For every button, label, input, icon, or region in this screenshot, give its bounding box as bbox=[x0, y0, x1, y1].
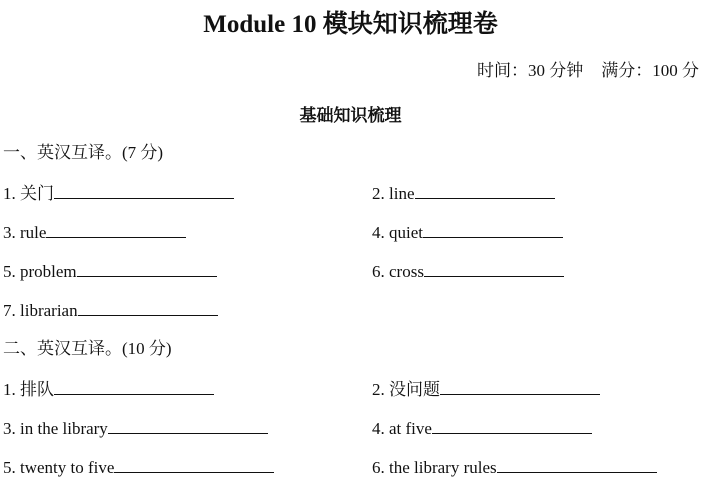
answer-blank[interactable] bbox=[77, 260, 217, 277]
question-item bbox=[3, 456, 274, 478]
question-label: 3. rule bbox=[3, 223, 47, 242]
question-label: 1. 关门 bbox=[3, 184, 54, 203]
answer-blank[interactable] bbox=[497, 456, 657, 473]
question-item bbox=[372, 417, 592, 439]
answer-blank[interactable] bbox=[54, 182, 234, 199]
question-label: 6. cross bbox=[372, 262, 424, 281]
question-item bbox=[372, 456, 657, 478]
section-subtitle: 基础知识梳理 bbox=[299, 106, 402, 125]
question-item bbox=[372, 260, 564, 282]
answer-blank[interactable] bbox=[108, 417, 268, 434]
question-label: 7. librarian bbox=[3, 301, 78, 320]
question-label: 1. 排队 bbox=[3, 380, 54, 399]
question-label: 5. twenty to five bbox=[3, 458, 115, 477]
question-label: 2. 没问题 bbox=[372, 380, 440, 399]
question-item bbox=[372, 182, 555, 204]
question-label: 4. quiet bbox=[372, 223, 423, 242]
answer-blank[interactable] bbox=[432, 417, 592, 434]
time-limit: 时间：30 分钟 bbox=[477, 61, 584, 80]
document-title: Module 10 模块知识梳理卷 bbox=[203, 11, 498, 38]
question-label: 6. the library rules bbox=[372, 458, 497, 477]
answer-blank[interactable] bbox=[114, 456, 274, 473]
question-item bbox=[372, 378, 600, 400]
answer-blank[interactable] bbox=[440, 378, 600, 395]
question-label: 2. line bbox=[372, 184, 415, 203]
section-heading: 二、英汉互译。(10 分) bbox=[3, 339, 172, 358]
question-item bbox=[3, 260, 217, 282]
question-label: 5. problem bbox=[3, 262, 77, 281]
answer-blank[interactable] bbox=[415, 182, 555, 199]
section-heading: 一、英汉互译。(7 分) bbox=[3, 143, 164, 162]
question-item bbox=[3, 182, 234, 204]
answer-blank[interactable] bbox=[46, 221, 186, 238]
question-item bbox=[3, 417, 268, 439]
exam-meta bbox=[477, 56, 699, 81]
question-label: 4. at five bbox=[372, 419, 432, 438]
answer-blank[interactable] bbox=[78, 299, 218, 316]
question-item bbox=[3, 378, 214, 400]
answer-blank[interactable] bbox=[54, 378, 214, 395]
question-item bbox=[3, 221, 186, 243]
question-label: 3. in the library bbox=[3, 419, 108, 438]
question-item bbox=[3, 299, 218, 321]
answer-blank[interactable] bbox=[424, 260, 564, 277]
question-item bbox=[372, 221, 563, 243]
full-score: 满分：100 分 bbox=[601, 61, 699, 80]
answer-blank[interactable] bbox=[423, 221, 563, 238]
